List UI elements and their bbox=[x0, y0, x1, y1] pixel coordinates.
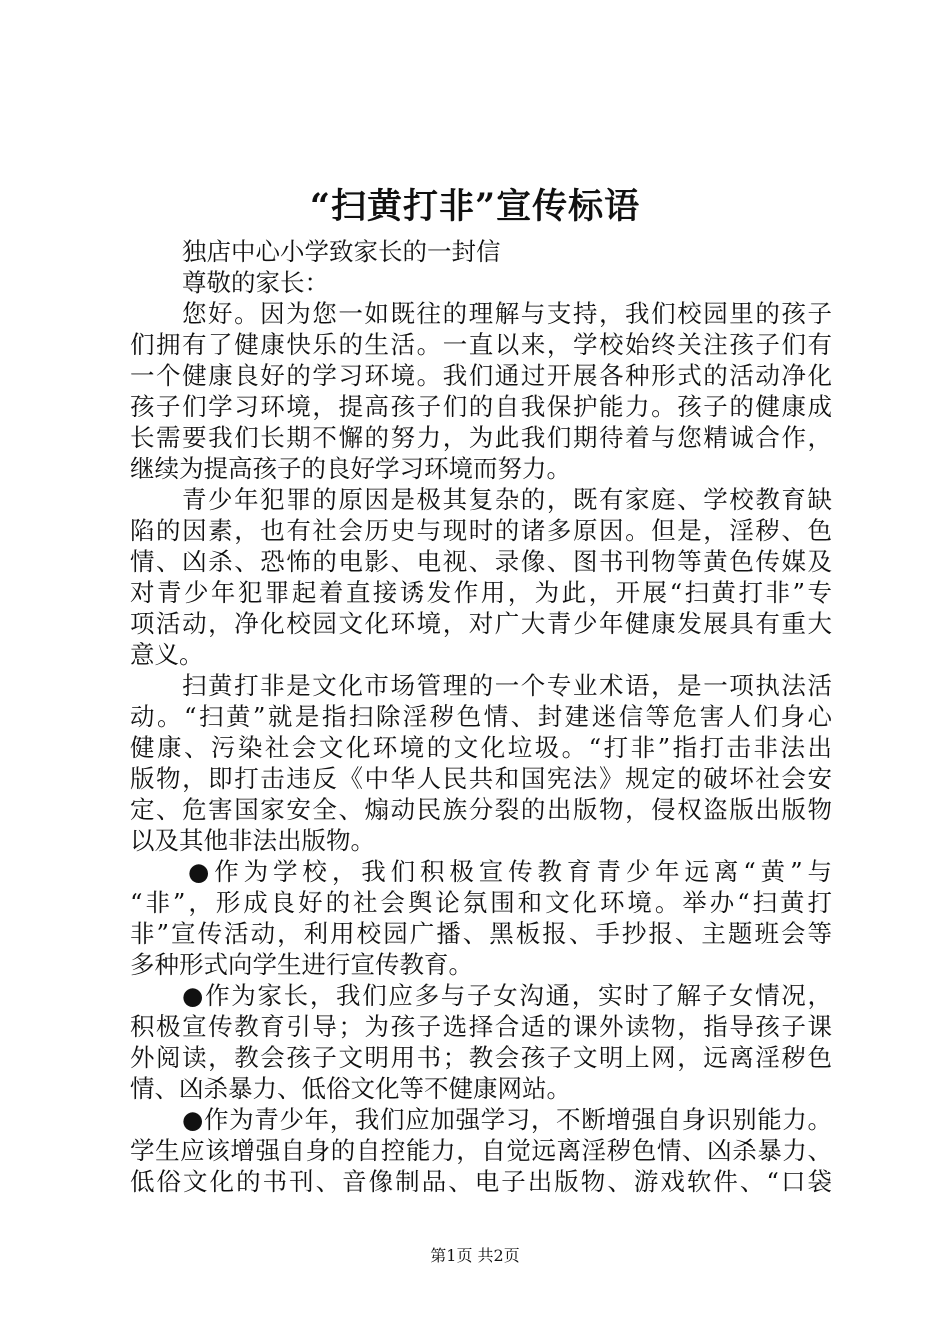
body-line: 意义。 bbox=[130, 640, 204, 669]
body-line: 非”宣传活动，利用校园广播、黑板报、手抄报、主题班会等 bbox=[130, 919, 832, 948]
body-line: “非”，形成良好的社会舆论氛围和文化环境。举办“扫黄打 bbox=[130, 888, 832, 917]
body-line: 孩子们学习环境，提高孩子们的自我保护能力。孩子的健康成 bbox=[130, 392, 832, 421]
body-line: 对青少年犯罪起着直接诱发作用，为此，开展“扫黄打非”专 bbox=[130, 578, 832, 607]
page-footer: 第1页 共2页 bbox=[430, 1246, 520, 1265]
bullet-line: ●作为学校，我们积极宣传教育青少年远离“黄”与 bbox=[188, 857, 832, 886]
body-line: 学生应该增强自身的自控能力，自觉远离淫秽色情、凶杀暴力、 bbox=[130, 1136, 832, 1165]
body-line: 项活动，净化校园文化环境，对广大青少年健康发展具有重大 bbox=[130, 609, 832, 638]
body-line: 外阅读，教会孩子文明用书；教会孩子文明上网，远离淫秽色 bbox=[130, 1043, 832, 1072]
body-line: 定、危害国家安全、煽动民族分裂的出版物，侵权盗版出版物 bbox=[130, 795, 832, 824]
body-line: 健康、污染社会文化环境的文化垃圾。“打非”指打击非法出 bbox=[130, 733, 832, 762]
body-line: 积极宣传教育引导；为孩子选择合适的课外读物，指导孩子课 bbox=[130, 1012, 832, 1041]
body-line: 情、凶杀暴力、低俗文化等不健康网站。 bbox=[130, 1074, 571, 1103]
body-line: 陷的因素，也有社会历史与现时的诸多原因。但是，淫秽、色 bbox=[130, 516, 832, 545]
body-line: 长需要我们长期不懈的努力，为此我们期待着与您精诚合作， bbox=[130, 423, 832, 452]
body-line: 继续为提高孩子的良好学习环境而努力。 bbox=[130, 454, 571, 483]
body-line: 低俗文化的书刊、音像制品、电子出版物、游戏软件、“口袋 bbox=[130, 1167, 832, 1196]
document-body bbox=[130, 236, 832, 1197]
body-line: 们拥有了健康快乐的生活。一直以来，学校始终关注孩子们有 bbox=[130, 330, 832, 359]
body-line: 动。“扫黄”就是指扫除淫秽色情、封建迷信等危害人们身心 bbox=[130, 702, 832, 731]
bullet-line: ●作为家长，我们应多与子女沟通，实时了解子女情况， bbox=[182, 981, 832, 1010]
body-line: 青少年犯罪的原因是极其复杂的，既有家庭、学校教育缺 bbox=[182, 485, 832, 514]
body-line: 一个健康良好的学习环境。我们通过开展各种形式的活动净化 bbox=[130, 361, 832, 390]
body-line: 您好。因为您一如既往的理解与支持，我们校园里的孩子 bbox=[182, 299, 832, 328]
body-line: 扫黄打非是文化市场管理的一个专业术语，是一项执法活 bbox=[182, 671, 832, 700]
page-title: “扫黄打非”宣传标语 bbox=[309, 186, 641, 227]
body-line: 版物，即打击违反《中华人民共和国宪法》规定的破坏社会安 bbox=[130, 764, 832, 793]
body-line: 多种形式向学生进行宣传教育。 bbox=[130, 950, 473, 979]
body-line: 独店中心小学致家长的一封信 bbox=[182, 237, 501, 266]
bullet-line: ●作为青少年，我们应加强学习，不断增强自身识别能力。 bbox=[182, 1105, 832, 1134]
body-line: 情、凶杀、恐怖的电影、电视、录像、图书刊物等黄色传媒及 bbox=[130, 547, 832, 576]
body-line: 以及其他非法出版物。 bbox=[130, 826, 375, 855]
body-line: 尊敬的家长： bbox=[182, 268, 329, 297]
